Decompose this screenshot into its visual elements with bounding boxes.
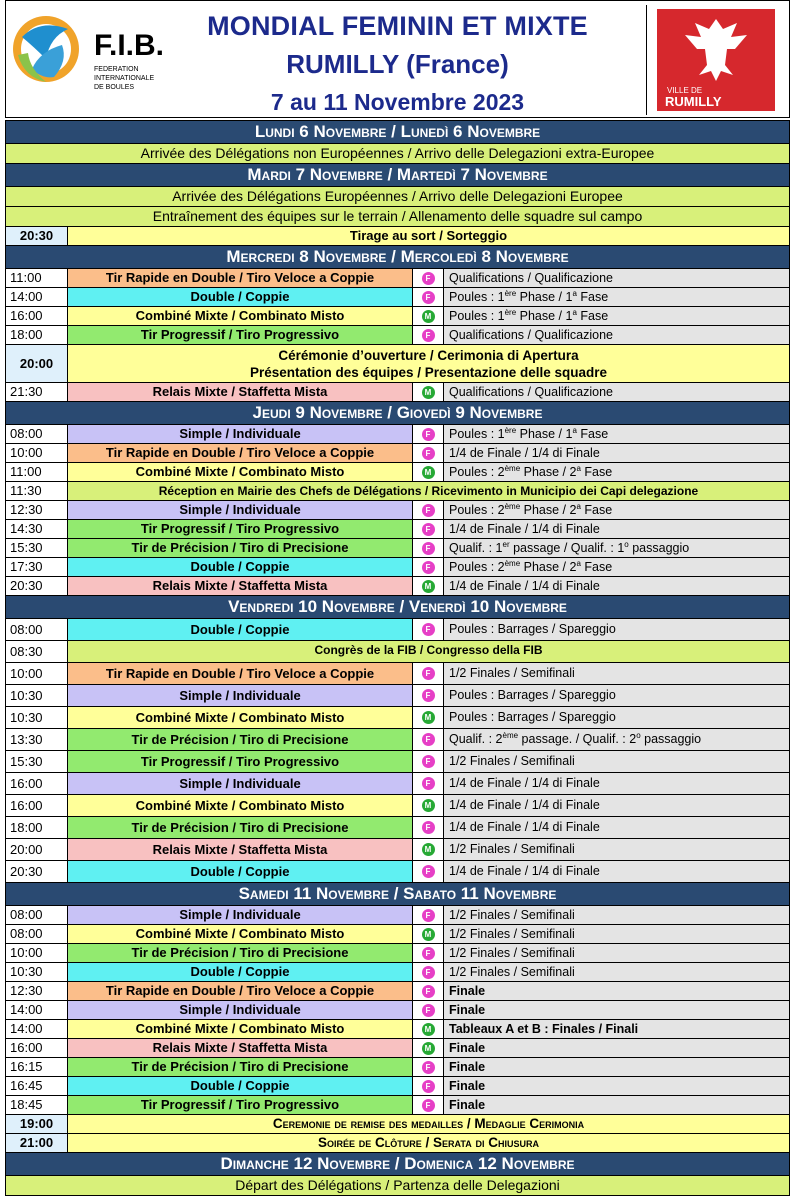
- phase-cell: 1/2 Finales / Semifinali: [444, 751, 789, 772]
- schedule-row: [6, 325, 789, 344]
- schedule-row: [6, 424, 789, 443]
- category-cell: [413, 1039, 444, 1057]
- svg-text:RUMILLY: RUMILLY: [665, 94, 722, 109]
- schedule-row: [6, 962, 789, 981]
- event-cell: Tir Progressif / Tiro Progressivo: [68, 751, 413, 772]
- phase-cell: Poules : Barrages / Spareggio: [444, 685, 789, 706]
- day-header: Dimanche 12 Novembre / Domenica 12 Novembre: [6, 1152, 789, 1175]
- category-cell: [413, 520, 444, 538]
- time-cell: 10:30: [6, 707, 68, 728]
- female-badge: F: [422, 523, 435, 536]
- phase-cell: Finale: [444, 982, 789, 1000]
- female-badge: F: [422, 504, 435, 517]
- event-cell: Tir Rapide en Double / Tiro Veloce a Coppie: [68, 663, 413, 684]
- phase-cell: Tableaux A et B : Finales / Finali: [444, 1020, 789, 1038]
- female-badge: F: [422, 985, 435, 998]
- schedule-row: [6, 860, 789, 882]
- phase-cell: 1/4 de Finale / 1/4 di Finale: [444, 795, 789, 816]
- category-cell: [413, 963, 444, 981]
- event-cell: Tir Rapide en Double / Tiro Veloce a Coppie: [68, 269, 413, 287]
- mixed-badge: M: [422, 799, 435, 812]
- time-cell: 14:00: [6, 1020, 68, 1038]
- phase-cell: Qualifications / Qualificazione: [444, 326, 789, 344]
- event-cell: Double / Coppie: [68, 288, 413, 306]
- phase-cell: 1/4 de Finale / 1/4 di Finale: [444, 520, 789, 538]
- event-cell: Combiné Mixte / Combinato Misto: [68, 707, 413, 728]
- schedule-row: [6, 816, 789, 838]
- phase-cell: 1/2 Finales / Semifinali: [444, 839, 789, 860]
- phase-cell: Qualif. : 2ème passage. / Qualif. : 2$^o$ passaggio: [444, 729, 789, 750]
- time-cell: 08:00: [6, 906, 68, 924]
- event-cell: Double / Coppie: [68, 861, 413, 882]
- schedule-row: [6, 1133, 789, 1152]
- time-cell: 16:15: [6, 1058, 68, 1076]
- phase-cell: Finale: [444, 1001, 789, 1019]
- event-cell: Tir Rapide en Double / Tiro Veloce a Coppie: [68, 982, 413, 1000]
- time-cell: 16:00: [6, 307, 68, 325]
- event-cell: Double / Coppie: [68, 1077, 413, 1095]
- schedule-row: [6, 557, 789, 576]
- category-cell: [413, 539, 444, 557]
- female-badge: F: [422, 821, 435, 834]
- female-badge: F: [422, 667, 435, 680]
- time-cell: 10:00: [6, 944, 68, 962]
- svg-text:VILLE DE: VILLE DE: [667, 86, 703, 95]
- dates-title: 7 au 11 Novembre 2023: [270, 89, 525, 115]
- female-badge: F: [422, 542, 435, 555]
- wide-event-cell: Ceremonie de remise des medailles / Medaglie Cerimonia: [68, 1115, 789, 1133]
- female-badge: F: [422, 865, 435, 878]
- category-cell: [413, 663, 444, 684]
- ceremony-line: Présentation des équipes / Presentazione delle squadre: [249, 365, 608, 380]
- time-cell: 10:00: [6, 444, 68, 462]
- category-cell: [413, 925, 444, 943]
- category-cell: [413, 1001, 444, 1019]
- schedule-row: [6, 1076, 789, 1095]
- time-cell: 10:00: [6, 663, 68, 684]
- event-cell: Relais Mixte / Staffetta Mista: [68, 577, 413, 595]
- schedule-row: [6, 794, 789, 816]
- female-badge: F: [422, 291, 435, 304]
- day-header: Mercredi 8 Novembre / Mercoledì 8 Novembre: [6, 245, 789, 268]
- time-cell: 15:30: [6, 751, 68, 772]
- schedule-row: [6, 772, 789, 794]
- event-cell: Double / Coppie: [68, 558, 413, 576]
- title-block: [156, 7, 639, 121]
- phase-cell: Poules : 1ère Phase / 1$^a$ Fase: [444, 288, 789, 306]
- wide-event-cell: Réception en Mairie des Chefs de Délégations / Ricevimento in Municipio dei Capi delegazione: [68, 482, 789, 500]
- category-cell: [413, 773, 444, 794]
- category-cell: [413, 861, 444, 882]
- category-cell: [413, 1096, 444, 1114]
- schedule-row: [6, 1095, 789, 1114]
- phase-cell: 1/4 de Finale / 1/4 di Finale: [444, 444, 789, 462]
- schedule-row: [6, 462, 789, 481]
- category-cell: [413, 839, 444, 860]
- category-cell: [413, 1020, 444, 1038]
- female-badge: F: [422, 966, 435, 979]
- female-badge: F: [422, 909, 435, 922]
- mixed-badge: M: [422, 928, 435, 941]
- phase-cell: Finale: [444, 1077, 789, 1095]
- time-cell: 20:30: [6, 577, 68, 595]
- location-title: RUMILLY (France): [286, 49, 509, 79]
- time-cell: 15:30: [6, 539, 68, 557]
- event-cell: Double / Coppie: [68, 963, 413, 981]
- schedule-row: [6, 838, 789, 860]
- category-cell: [413, 383, 444, 401]
- event-cell: Tir de Précision / Tiro di Precisione: [68, 1058, 413, 1076]
- schedule-page: [5, 0, 790, 1196]
- event-cell: Simple / Individuale: [68, 685, 413, 706]
- mixed-badge: M: [422, 843, 435, 856]
- schedule-row: [6, 226, 789, 245]
- female-badge: F: [422, 428, 435, 441]
- category-cell: [413, 944, 444, 962]
- phase-cell: 1/4 de Finale / 1/4 di Finale: [444, 861, 789, 882]
- svg-text:DE BOULES: DE BOULES: [94, 84, 135, 91]
- time-cell: 21:30: [6, 383, 68, 401]
- event-cell: Tir de Précision / Tiro di Precisione: [68, 729, 413, 750]
- female-badge: F: [422, 329, 435, 342]
- schedule-row: [6, 481, 789, 500]
- female-badge: F: [422, 947, 435, 960]
- phase-cell: Qualif. : 1er passage / Qualif. : 1$^o$ passaggio: [444, 539, 789, 557]
- time-cell: 10:30: [6, 963, 68, 981]
- schedule-row: [6, 905, 789, 924]
- schedule-row: [6, 924, 789, 943]
- event-cell: Double / Coppie: [68, 619, 413, 640]
- event-cell: Simple / Individuale: [68, 773, 413, 794]
- time-cell: 08:00: [6, 619, 68, 640]
- event-cell: Relais Mixte / Staffetta Mista: [68, 839, 413, 860]
- schedule-row: [6, 618, 789, 640]
- female-badge: F: [422, 733, 435, 746]
- schedule-row: [6, 1038, 789, 1057]
- category-cell: [413, 982, 444, 1000]
- mixed-badge: M: [422, 1023, 435, 1036]
- category-cell: [413, 288, 444, 306]
- schedule-row: [6, 344, 789, 382]
- event-cell: Tir de Précision / Tiro di Precisione: [68, 944, 413, 962]
- phase-cell: Poules : Barrages / Spareggio: [444, 619, 789, 640]
- female-badge: F: [422, 1099, 435, 1112]
- wide-event-cell: Congrès de la FIB / Congresso della FIB: [68, 641, 789, 662]
- time-cell: 08:30: [6, 641, 68, 662]
- phase-cell: 1/2 Finales / Semifinali: [444, 925, 789, 943]
- category-cell: [413, 795, 444, 816]
- info-band: Arrivée des Délégations non Européennes / Arrivo delle Delegazioni extra-Europee: [6, 143, 789, 163]
- time-cell: 12:30: [6, 982, 68, 1000]
- phase-cell: 1/2 Finales / Semifinali: [444, 663, 789, 684]
- mixed-badge: M: [422, 711, 435, 724]
- time-cell: 11:00: [6, 463, 68, 481]
- phase-cell: 1/4 de Finale / 1/4 di Finale: [444, 577, 789, 595]
- rumilly-logo: [646, 5, 785, 115]
- time-cell: 16:00: [6, 773, 68, 794]
- phase-cell: Poules : 1ère Phase / 1$^a$ Fase: [444, 307, 789, 325]
- info-band: Départ des Délégations / Partenza delle Delegazioni: [6, 1175, 789, 1195]
- category-cell: [413, 1058, 444, 1076]
- time-cell: 18:00: [6, 817, 68, 838]
- time-cell: 21:00: [6, 1134, 68, 1152]
- event-cell: Tir Progressif / Tiro Progressivo: [68, 1096, 413, 1114]
- phase-cell: 1/2 Finales / Semifinali: [444, 906, 789, 924]
- category-cell: [413, 463, 444, 481]
- time-cell: 14:00: [6, 1001, 68, 1019]
- time-cell: 20:00: [6, 345, 68, 382]
- category-cell: [413, 1077, 444, 1095]
- time-cell: 14:30: [6, 520, 68, 538]
- phase-cell: Poules : 2ème Phase / 2$^a$ Fase: [444, 501, 789, 519]
- event-cell: Simple / Individuale: [68, 906, 413, 924]
- schedule-row: [6, 684, 789, 706]
- time-cell: 20:00: [6, 839, 68, 860]
- schedule-row: [6, 706, 789, 728]
- fib-logo: [10, 7, 165, 111]
- schedule-row: [6, 981, 789, 1000]
- phase-cell: 1/2 Finales / Semifinali: [444, 944, 789, 962]
- time-cell: 16:00: [6, 1039, 68, 1057]
- event-cell: Relais Mixte / Staffetta Mista: [68, 1039, 413, 1057]
- event-cell: Simple / Individuale: [68, 1001, 413, 1019]
- schedule-table: [5, 120, 790, 1196]
- time-cell: 08:00: [6, 925, 68, 943]
- schedule-row: [6, 943, 789, 962]
- mixed-badge: M: [422, 386, 435, 399]
- day-header: Lundi 6 Novembre / Lunedì 6 Novembre: [6, 120, 789, 143]
- schedule-row: [6, 1114, 789, 1133]
- svg-text:F.I.B.: F.I.B.: [94, 29, 165, 62]
- time-cell: 19:00: [6, 1115, 68, 1133]
- mixed-badge: M: [422, 466, 435, 479]
- phase-cell: Poules : Barrages / Spareggio: [444, 707, 789, 728]
- female-badge: F: [422, 755, 435, 768]
- female-badge: F: [422, 561, 435, 574]
- category-cell: [413, 707, 444, 728]
- schedule-row: [6, 750, 789, 772]
- time-cell: 17:30: [6, 558, 68, 576]
- time-cell: 13:30: [6, 729, 68, 750]
- phase-cell: Poules : 2ème Phase / 2$^a$ Fase: [444, 558, 789, 576]
- event-cell: Tir Rapide en Double / Tiro Veloce a Coppie: [68, 444, 413, 462]
- schedule-row: [6, 640, 789, 662]
- time-cell: 18:00: [6, 326, 68, 344]
- category-cell: [413, 558, 444, 576]
- time-cell: 16:00: [6, 795, 68, 816]
- mixed-badge: M: [422, 580, 435, 593]
- event-cell: Tir Progressif / Tiro Progressivo: [68, 520, 413, 538]
- phase-cell: Finale: [444, 1096, 789, 1114]
- time-cell: 18:45: [6, 1096, 68, 1114]
- phase-cell: 1/2 Finales / Semifinali: [444, 963, 789, 981]
- day-header: Jeudi 9 Novembre / Giovedì 9 Novembre: [6, 401, 789, 424]
- header: [5, 0, 790, 118]
- event-cell: Combiné Mixte / Combinato Misto: [68, 795, 413, 816]
- event-cell: Combiné Mixte / Combinato Misto: [68, 925, 413, 943]
- phase-cell: 1/4 de Finale / 1/4 di Finale: [444, 773, 789, 794]
- phase-cell: 1/4 de Finale / 1/4 di Finale: [444, 817, 789, 838]
- event-cell: Combiné Mixte / Combinato Misto: [68, 463, 413, 481]
- time-cell: 11:30: [6, 482, 68, 500]
- category-cell: [413, 425, 444, 443]
- phase-cell: Qualifications / Qualificazione: [444, 383, 789, 401]
- female-badge: F: [422, 623, 435, 636]
- category-cell: [413, 751, 444, 772]
- ceremony-cell: [68, 345, 789, 382]
- mixed-badge: M: [422, 1042, 435, 1055]
- female-badge: F: [422, 1004, 435, 1017]
- schedule-row: [6, 728, 789, 750]
- svg-text:FEDERATION: FEDERATION: [94, 66, 139, 73]
- event-cell: Tir de Précision / Tiro di Precisione: [68, 817, 413, 838]
- time-cell: 11:00: [6, 269, 68, 287]
- event-cell: Tir de Précision / Tiro di Precisione: [68, 539, 413, 557]
- phase-cell: Finale: [444, 1058, 789, 1076]
- schedule-row: [6, 500, 789, 519]
- schedule-row: [6, 538, 789, 557]
- schedule-row: [6, 287, 789, 306]
- wide-event-cell: Tirage au sort / Sorteggio: [68, 227, 789, 245]
- schedule-row: [6, 443, 789, 462]
- female-badge: F: [422, 1061, 435, 1074]
- category-cell: [413, 906, 444, 924]
- phase-cell: Poules : 1ère Phase / 1$^a$ Fase: [444, 425, 789, 443]
- schedule-row: [6, 1019, 789, 1038]
- female-badge: F: [422, 689, 435, 702]
- category-cell: [413, 501, 444, 519]
- schedule-row: [6, 1057, 789, 1076]
- category-cell: [413, 326, 444, 344]
- event-cell: Simple / Individuale: [68, 425, 413, 443]
- time-cell: 20:30: [6, 227, 68, 245]
- schedule-row: [6, 306, 789, 325]
- schedule-row: [6, 1000, 789, 1019]
- category-cell: [413, 729, 444, 750]
- event-cell: Tir Progressif / Tiro Progressivo: [68, 326, 413, 344]
- female-badge: F: [422, 447, 435, 460]
- time-cell: 08:00: [6, 425, 68, 443]
- event-cell: Combiné Mixte / Combinato Misto: [68, 1020, 413, 1038]
- ceremony-line: Cérémonie d’ouverture / Cerimonia di Apertura: [278, 348, 579, 363]
- time-cell: 14:00: [6, 288, 68, 306]
- time-cell: 12:30: [6, 501, 68, 519]
- female-badge: F: [422, 1080, 435, 1093]
- mixed-badge: M: [422, 310, 435, 323]
- schedule-row: [6, 268, 789, 287]
- info-band: Arrivée des Délégations Européennes / Arrivo delle Delegazioni Europee: [6, 186, 789, 206]
- category-cell: [413, 269, 444, 287]
- info-band: Entraînement des équipes sur le terrain / Allenamento delle squadre sul campo: [6, 206, 789, 226]
- phase-cell: Qualifications / Qualificazione: [444, 269, 789, 287]
- event-cell: Simple / Individuale: [68, 501, 413, 519]
- schedule-row: [6, 519, 789, 538]
- female-badge: F: [422, 777, 435, 790]
- female-badge: F: [422, 272, 435, 285]
- main-title: MONDIAL FEMININ ET MIXTE: [207, 11, 588, 41]
- schedule-row: [6, 382, 789, 401]
- category-cell: [413, 444, 444, 462]
- time-cell: 20:30: [6, 861, 68, 882]
- category-cell: [413, 619, 444, 640]
- phase-cell: Finale: [444, 1039, 789, 1057]
- event-cell: Combiné Mixte / Combinato Misto: [68, 307, 413, 325]
- category-cell: [413, 685, 444, 706]
- event-cell: Relais Mixte / Staffetta Mista: [68, 383, 413, 401]
- day-header: Mardi 7 Novembre / Martedì 7 Novembre: [6, 163, 789, 186]
- category-cell: [413, 577, 444, 595]
- day-header: Vendredi 10 Novembre / Venerdì 10 Novembre: [6, 595, 789, 618]
- time-cell: 10:30: [6, 685, 68, 706]
- category-cell: [413, 307, 444, 325]
- wide-event-cell: Soirée de Clôture / Serata di Chiusura: [68, 1134, 789, 1152]
- day-header: Samedi 11 Novembre / Sabato 11 Novembre: [6, 882, 789, 905]
- category-cell: [413, 817, 444, 838]
- phase-cell: Poules : 2ème Phase / 2$^a$ Fase: [444, 463, 789, 481]
- svg-text:INTERNATIONALE: INTERNATIONALE: [94, 75, 155, 82]
- schedule-row: [6, 576, 789, 595]
- time-cell: 16:45: [6, 1077, 68, 1095]
- schedule-row: [6, 662, 789, 684]
